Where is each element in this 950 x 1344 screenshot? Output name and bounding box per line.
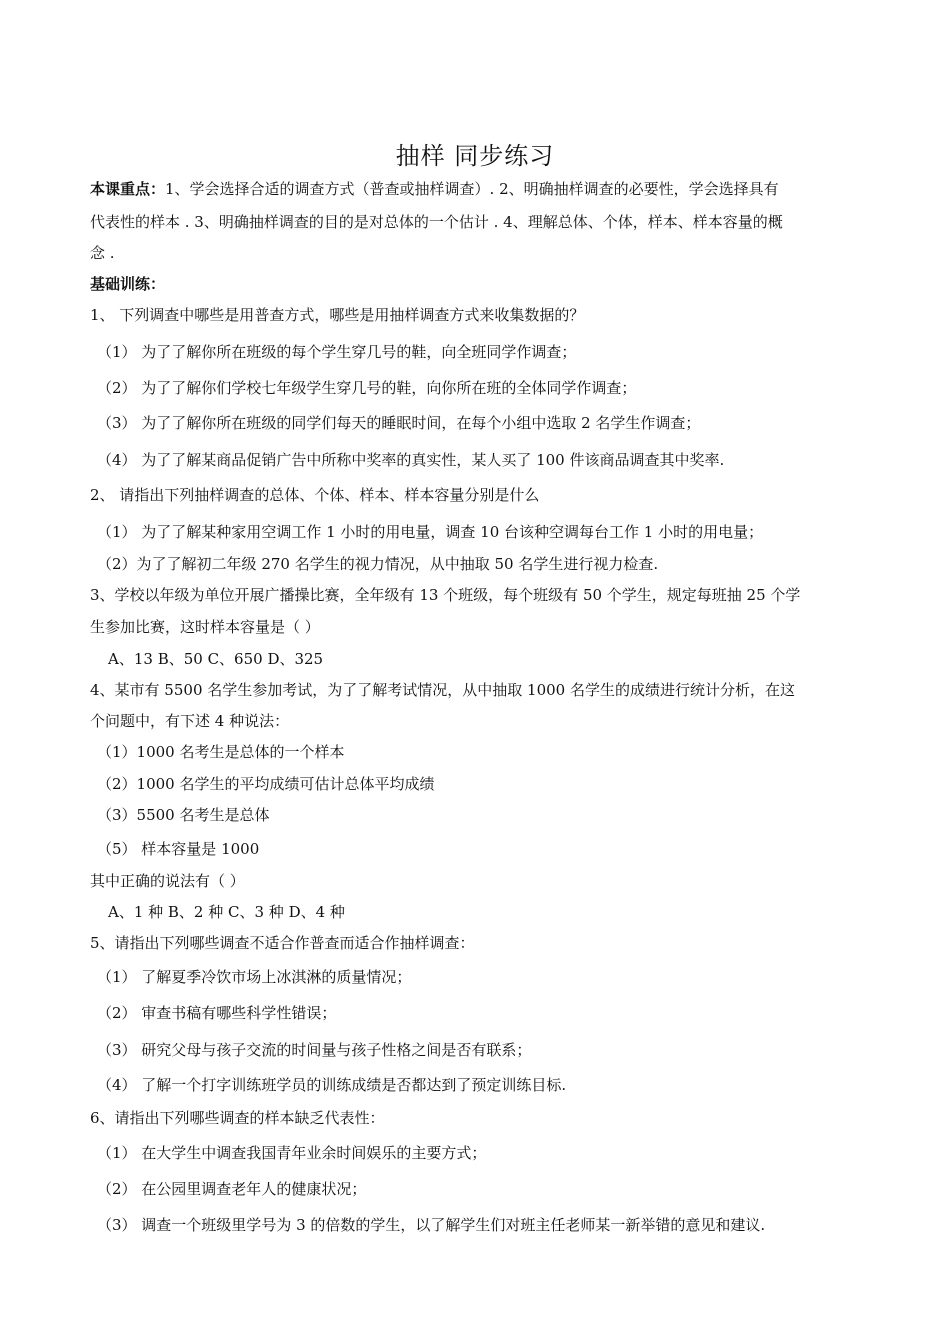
focus-line-3: 念 . [90,244,115,262]
q1-item-4: （4） 为了了解某商品促销广告中所称中奖率的真实性，某人买了 100 件该商品调查其中奖率. [97,451,725,469]
q3-options: A、13 B、50 C、650 D、325 [108,650,324,668]
q4-item-2: （2）1000 名学生的平均成绩可估计总体平均成绩 [97,775,435,793]
q1-stem: 1、 下列调查中哪些是用普查方式，哪些是用抽样调查方式来收集数据的？ [90,306,585,324]
q2-item-2: （2）为了了解初二年级 270 名学生的视力情况，从中抽取 50 名学生进行视力检查. [97,555,659,573]
page-title: 抽样 同步练习 [395,142,555,170]
q1-item-1: （1） 为了了解你所在班级的每个学生穿几号的鞋，向全班同学作调查； [97,343,577,361]
focus-text-1: 1、学会选择合适的调查方式（普查或抽样调查）. 2、明确抽样调查的必要性，学会选择具有 [165,180,779,198]
q6-item-1: （1） 在大学生中调查我国青年业余时间娱乐的主要方式； [97,1144,487,1162]
q5-item-1: （1） 了解夏季冷饮市场上冰淇淋的质量情况； [97,968,412,986]
q4-item-4: （5） 样本容量是 1000 [97,840,260,858]
q4-line-1: 4、某市有 5500 名学生参加考试，为了了解考试情况，从中抽取 1000 名学生的成绩进行统计分析，在这 [90,681,795,699]
q5-item-2: （2） 审查书稿有哪些科学性错误； [97,1004,337,1022]
q4-options: A、1 种 B、2 种 C、3 种 D、4 种 [108,903,345,921]
q5-item-3: （3） 研究父母与孩子交流的时间量与孩子性格之间是否有联系； [97,1041,532,1059]
q6-item-2: （2） 在公园里调查老年人的健康状况； [97,1180,367,1198]
focus-line-1 [90,179,779,199]
q5-item-4: （4） 了解一个打字训练班学员的训练成绩是否都达到了预定训练目标. [97,1076,567,1094]
q4-item-3: （3）5500 名考生是总体 [97,806,270,824]
focus-line-2: 代表性的样本 . 3、明确抽样调查的目的是对总体的一个估计 . 4、理解总体、个体，样本、样本容量的概 [90,213,783,231]
q6-item-3: （3） 调查一个班级里学号为 3 的倍数的学生，以了解学生们对班主任老师某一新举错的意见和建议. [97,1216,766,1234]
focus-label: 本课重点： [90,180,166,198]
q4-ask: 其中正确的说法有（ ） [90,872,245,890]
q3-line-2: 生参加比赛，这时样本容量是（ ） [90,618,320,636]
q1-item-3: （3） 为了了解你所在班级的同学们每天的睡眠时间，在每个小组中选取 2 名学生作调查； [97,414,701,432]
basic-training-heading: 基础训练： [90,275,166,293]
q5-stem: 5、请指出下列哪些调查不适合作普查而适合作抽样调查： [90,934,475,952]
q1-item-2: （2） 为了了解你们学校七年级学生穿几号的鞋，向你所在班的全体同学作调查； [97,379,637,397]
q4-item-1: （1）1000 名考生是总体的一个样本 [97,743,345,761]
q6-stem: 6、请指出下列哪些调查的样本缺乏代表性： [90,1109,385,1127]
q3-line-1: 3、学校以年级为单位开展广播操比赛，全年级有 13 个班级，每个班级有 50 个学生，规定每班抽 25 个学 [90,586,801,604]
q2-item-1: （1） 为了了解某种家用空调工作 1 小时的用电量，调查 10 台该种空调每台工作 1 小时的用电量； [97,523,764,541]
q2-stem: 2、 请指出下列抽样调查的总体、个体、样本、样本容量分别是什么 [90,486,540,504]
q4-line-2: 个问题中，有下述 4 种说法： [90,712,290,730]
